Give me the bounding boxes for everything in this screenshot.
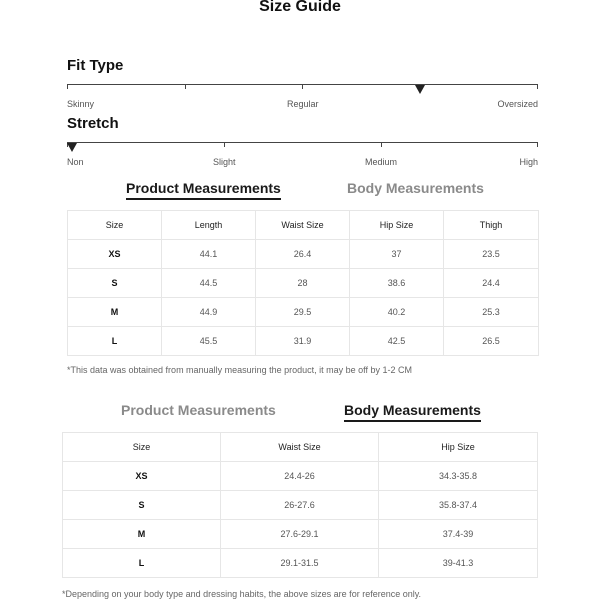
table-row	[63, 520, 538, 549]
table-cell: 24.4-26	[221, 462, 379, 491]
column-header: Hip Size	[379, 433, 538, 462]
table-row	[68, 298, 539, 327]
column-header: Thigh	[444, 211, 539, 240]
table-cell: 37	[350, 240, 444, 269]
stretch-tick	[224, 142, 225, 147]
table-cell: 29.1-31.5	[221, 549, 379, 578]
column-header: Hip Size	[350, 211, 444, 240]
table-cell: 28	[256, 269, 350, 298]
fit-type-tick	[67, 84, 68, 89]
table-cell: 23.5	[444, 240, 539, 269]
fit-type-option: Regular	[287, 99, 319, 109]
tab-product-measurements[interactable]: Product Measurements	[121, 402, 276, 418]
table-cell: 27.6-29.1	[221, 520, 379, 549]
stretch-line	[67, 142, 538, 143]
table-cell: 24.4	[444, 269, 539, 298]
page-title: Size Guide	[259, 0, 341, 15]
column-header: Waist Size	[256, 211, 350, 240]
table-cell: 44.1	[162, 240, 256, 269]
table-cell: 26.4	[256, 240, 350, 269]
table-row	[63, 462, 538, 491]
size-cell: M	[68, 298, 162, 327]
table-cell: 38.6	[350, 269, 444, 298]
column-header: Waist Size	[221, 433, 379, 462]
fit-type-marker-icon	[415, 85, 425, 94]
size-cell: XS	[68, 240, 162, 269]
table-row	[63, 549, 538, 578]
stretch-tick	[537, 142, 538, 147]
stretch-option: High	[519, 157, 538, 167]
stretch-tick	[381, 142, 382, 147]
table-cell: 26.5	[444, 327, 539, 356]
tab-body-measurements[interactable]: Body Measurements	[347, 180, 484, 196]
table-cell: 42.5	[350, 327, 444, 356]
table-cell: 35.8-37.4	[379, 491, 538, 520]
size-cell: S	[68, 269, 162, 298]
size-cell: XS	[63, 462, 221, 491]
table-cell: 37.4-39	[379, 520, 538, 549]
stretch-option: Non	[67, 157, 84, 167]
stretch-option: Slight	[213, 157, 236, 167]
column-header: Length	[162, 211, 256, 240]
table-row	[68, 327, 539, 356]
product-measurements-table	[67, 210, 539, 356]
fit-type-option: Skinny	[67, 99, 95, 109]
product-note: *This data was obtained from manually measuring the product, it may be off by 1-2 CM	[67, 365, 413, 375]
table-cell: 40.2	[350, 298, 444, 327]
size-cell: L	[63, 549, 221, 578]
size-cell: M	[63, 520, 221, 549]
table-cell: 45.5	[162, 327, 256, 356]
fit-type-tick	[302, 84, 303, 89]
fit-type-option: Oversized	[497, 99, 538, 109]
column-header: Size	[63, 433, 221, 462]
table-cell: 44.9	[162, 298, 256, 327]
size-cell: S	[63, 491, 221, 520]
table-cell: 34.3-35.8	[379, 462, 538, 491]
size-cell: L	[68, 327, 162, 356]
tab-body-measurements[interactable]: Body Measurements	[344, 402, 481, 422]
table-cell: 25.3	[444, 298, 539, 327]
table-cell: 44.5	[162, 269, 256, 298]
fit-type-tick	[185, 84, 186, 89]
stretch-option: Medium	[365, 157, 398, 167]
table-cell: 29.5	[256, 298, 350, 327]
column-header: Size	[68, 211, 162, 240]
stretch-marker-icon	[67, 143, 77, 152]
fit-type-tick	[537, 84, 538, 89]
body-note: *Depending on your body type and dressing habits, the above sizes are for reference only.	[62, 589, 422, 599]
table-row	[68, 269, 539, 298]
tab-product-measurements[interactable]: Product Measurements	[126, 180, 281, 200]
stretch-title: Stretch	[67, 115, 119, 132]
body-measurements-table	[62, 432, 538, 578]
table-cell: 26-27.6	[221, 491, 379, 520]
table-cell: 31.9	[256, 327, 350, 356]
fit-type-title: Fit Type	[67, 57, 124, 74]
table-cell: 39-41.3	[379, 549, 538, 578]
table-row	[63, 491, 538, 520]
table-row	[68, 240, 539, 269]
